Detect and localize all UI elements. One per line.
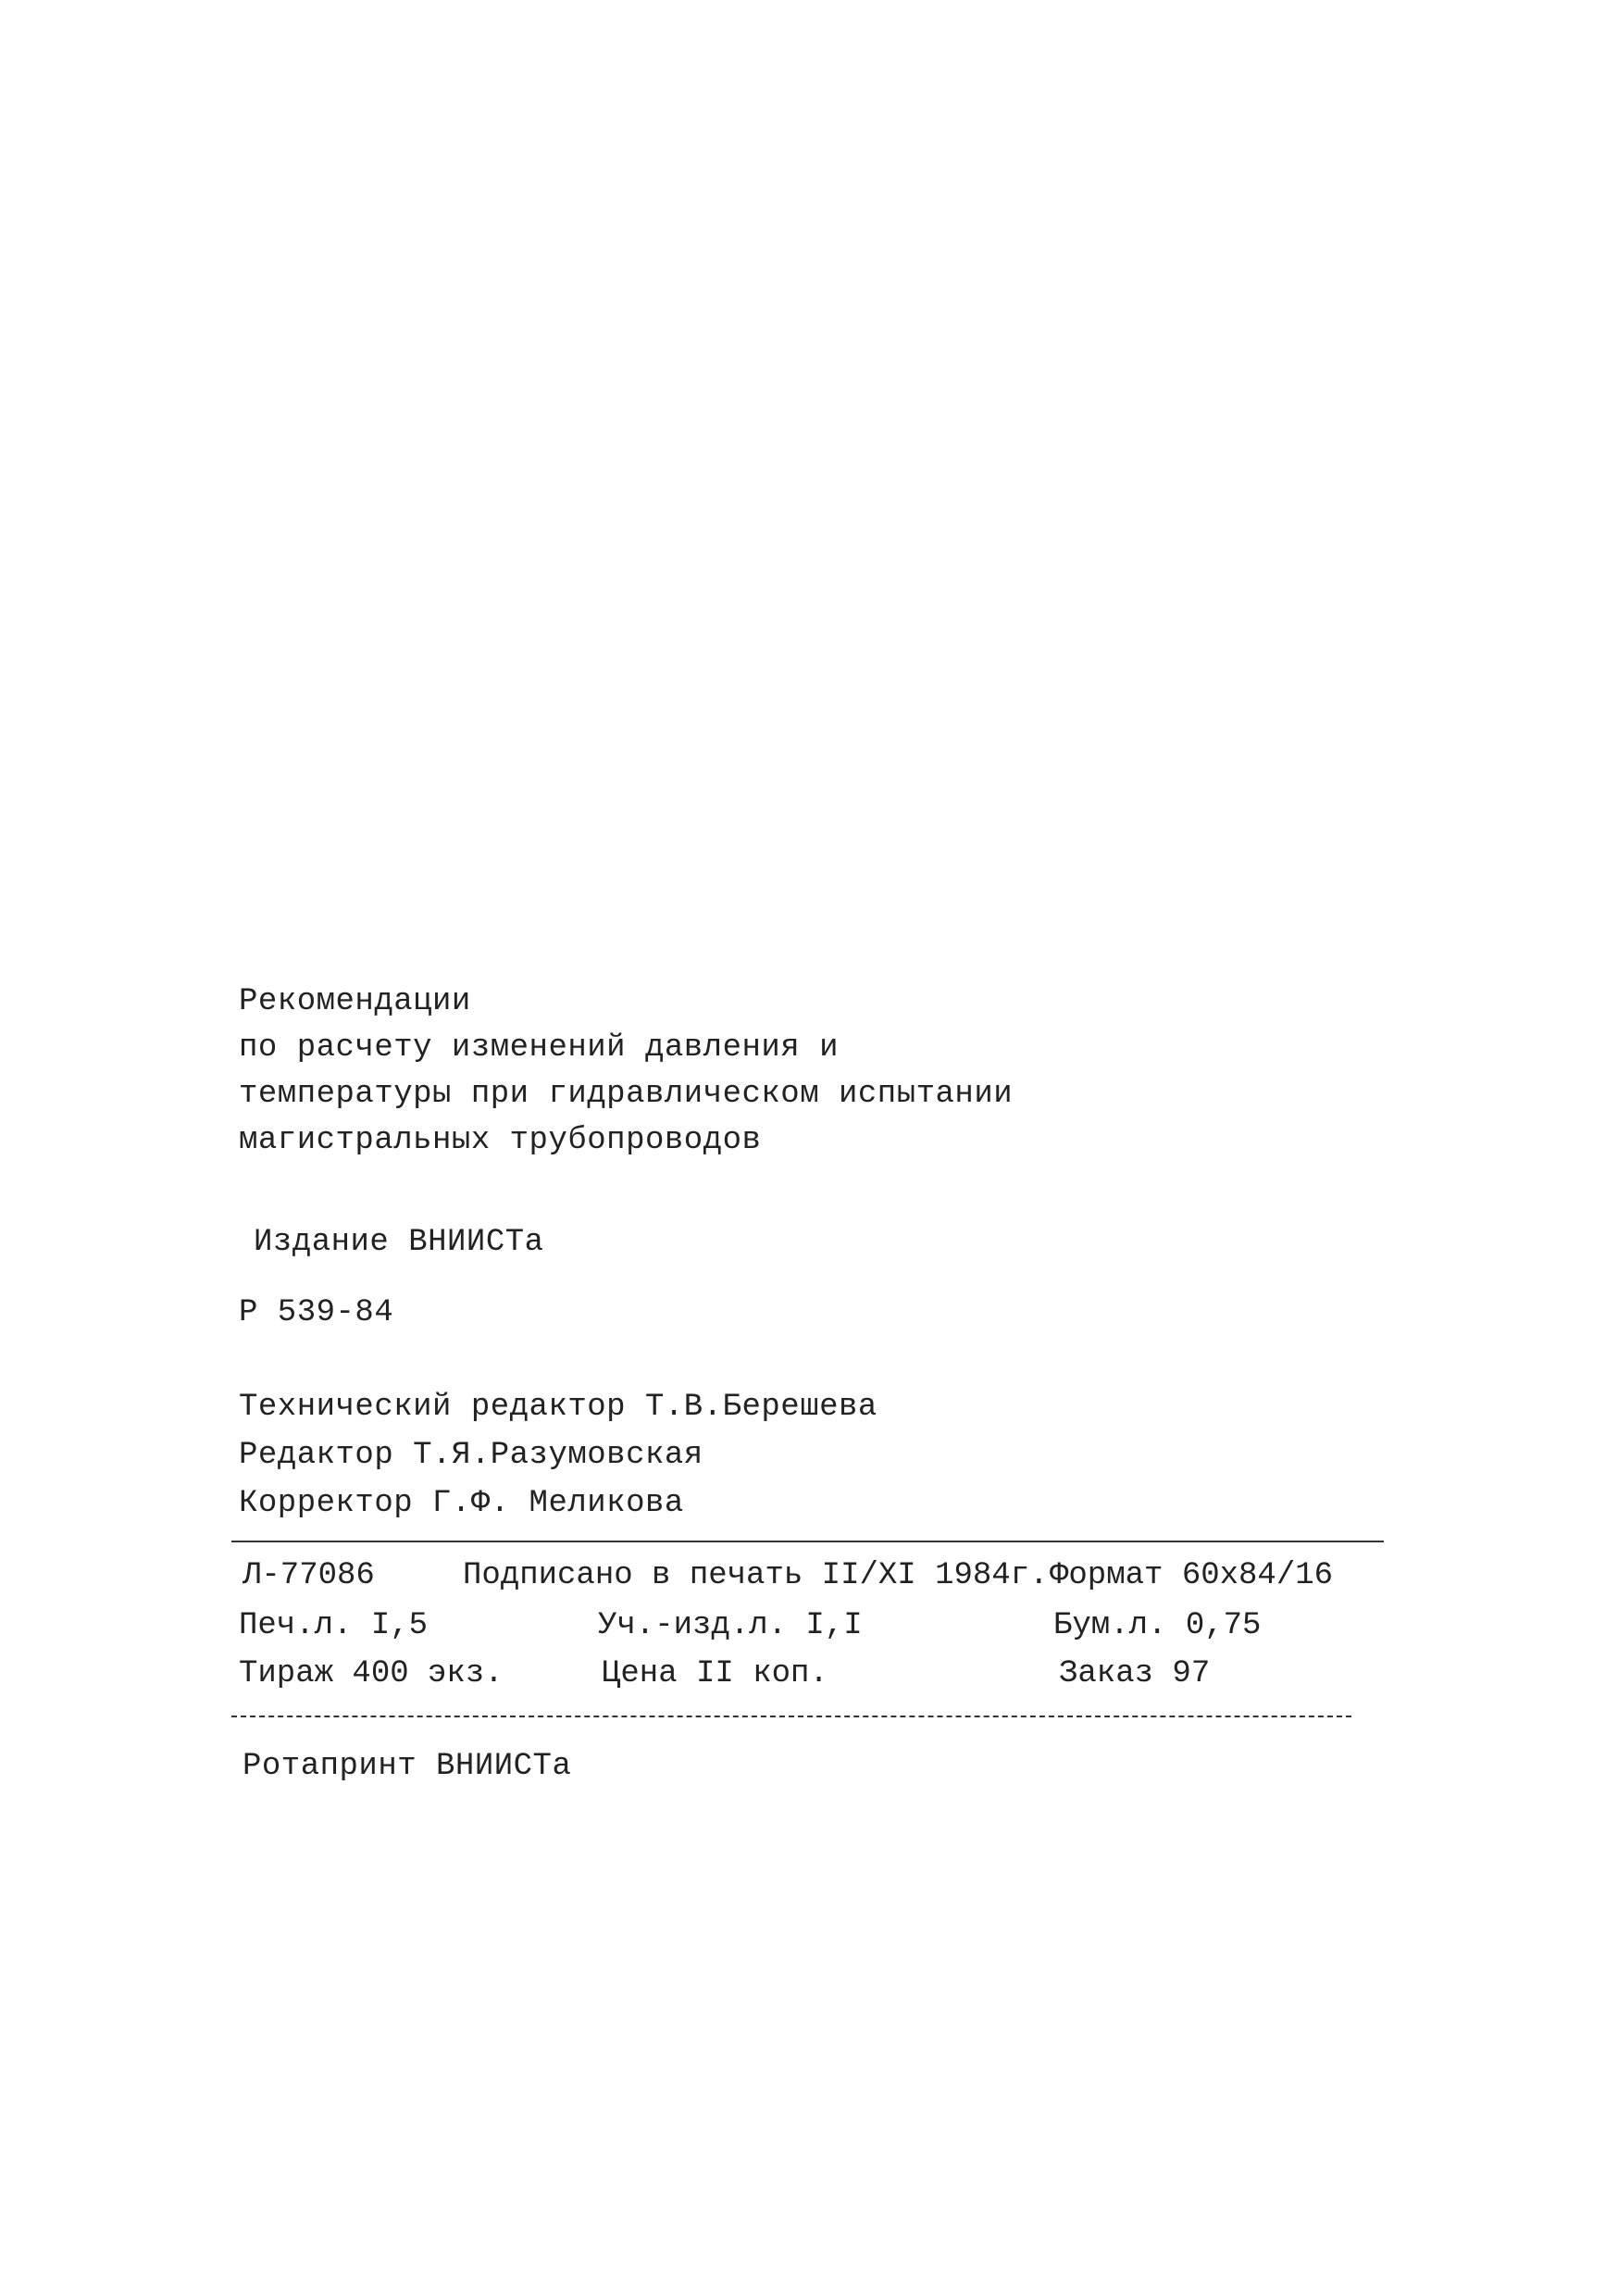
paper-format: Формат 60х84/16	[1050, 1558, 1334, 1593]
title-line-4: магистральных трубопроводов	[239, 1123, 762, 1158]
edition-line: Издание ВНИИСТа	[254, 1225, 544, 1260]
order-number: Заказ 97	[1059, 1656, 1211, 1691]
editor-line: Редактор Т.Я.Разумовская	[239, 1438, 703, 1473]
imprint-top-rule	[231, 1541, 1384, 1542]
license-number: Л-77086	[243, 1558, 375, 1593]
title-line-2: по расчету изменений давления и	[239, 1030, 840, 1066]
print-sheets: Печ.л. I,5	[239, 1608, 429, 1643]
paper-sheets: Бум.л. 0,75	[1053, 1608, 1262, 1643]
edit-sheets: Уч.-изд.л. I,I	[598, 1608, 863, 1643]
title-line-3: температуры при гидравлическом испытании	[239, 1077, 1014, 1112]
document-code: Р 539-84	[239, 1295, 394, 1330]
circulation: Тираж 400 экз.	[239, 1656, 504, 1691]
price: Цена II коп.	[602, 1656, 828, 1691]
title-line-1: Рекомендации	[239, 984, 471, 1019]
corrector-line: Корректор Г.Ф. Меликова	[239, 1486, 684, 1521]
printer-line: Ротапринт ВНИИСТа	[243, 1749, 572, 1784]
signed-to-print: Подписано в печать II/XI 1984г.	[463, 1558, 1049, 1593]
tech-editor-line: Технический редактор Т.В.Берешева	[239, 1390, 877, 1425]
imprint-bottom-rule	[231, 1716, 1351, 1717]
